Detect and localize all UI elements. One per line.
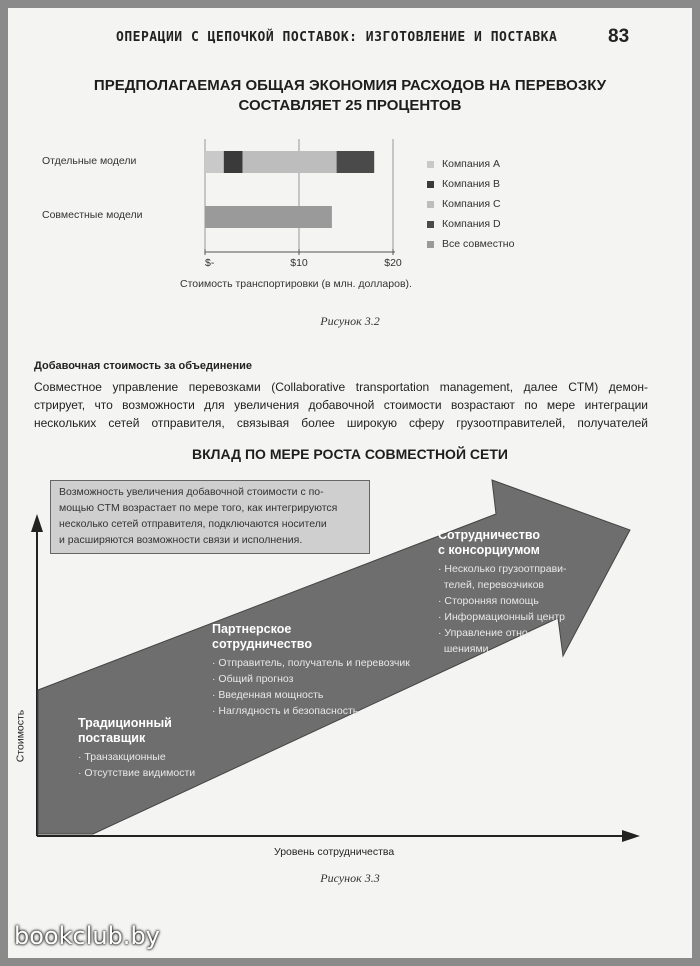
stage-item: · Сторонняя помощь <box>438 595 539 607</box>
figure-caption-3-3: Рисунок 3.3 <box>320 871 380 885</box>
paragraph-line: Совместное управление перевозками (Collaborative transportation management, далее CTM) демон- <box>34 380 648 394</box>
stage-title: с консорциумом <box>438 543 540 557</box>
stage-item: · Общий прогноз <box>212 673 294 685</box>
stage-item: телей, перевозчиков <box>438 579 544 591</box>
stage-item: · Управление отно- <box>438 627 532 639</box>
y-axis-label-wrap <box>8 709 27 763</box>
legend-label: Компания B <box>442 178 500 190</box>
stage-title: Сотрудничество <box>438 528 541 542</box>
callout-line: Возможность увеличения добавочной стоимости с по- <box>59 486 324 498</box>
x-tick-label: $10 <box>290 257 308 269</box>
stage-item: · Информационный центр <box>438 611 565 623</box>
category-label-joint: Совместные модели <box>42 209 143 221</box>
stage-item: шениями <box>438 643 489 655</box>
book-page <box>8 8 692 958</box>
callout-box <box>50 480 370 554</box>
stage-item: · Введенная мощность <box>212 689 324 701</box>
callout-line: мощью CTM возрастает по мере того, как интегрируются <box>59 502 338 514</box>
watermark-text: bookclub.by <box>14 922 160 950</box>
x-axis-label-fig3: Уровень сотрудничества <box>274 846 395 858</box>
stage-title: Партнерское <box>212 622 292 636</box>
page-number: 83 <box>608 26 630 47</box>
legend-label: Все совместно <box>442 238 515 250</box>
paragraph-line: нескольких сетей отправителя, связывая более широкую сферу грузоотправителей, получателей <box>34 416 648 430</box>
callout-line: несколько сетей отправителя, подключаются носители <box>59 518 327 530</box>
legend-label: Компания C <box>442 198 501 210</box>
y-axis-arrowhead <box>31 514 43 532</box>
stage-title: Традиционный <box>78 716 172 730</box>
stage-traditional <box>78 716 195 781</box>
legend-label: Компания A <box>442 158 500 170</box>
stage-item: · Наглядность и безопасность <box>212 705 359 717</box>
paragraph-line: стрирует, что возможности для увеличения добавочной стоимости возрастают по мере интеграции <box>34 398 648 412</box>
stage-consortium <box>438 528 567 657</box>
stage-title: поставщик <box>78 731 146 745</box>
stage-item: · Несколько грузоотправи- <box>438 563 567 575</box>
figure-caption-3-2: Рисунок 3.2 <box>320 314 380 328</box>
category-label-separate: Отдельные модели <box>42 155 137 167</box>
stage-item: · Отсутствие видимости <box>78 767 196 779</box>
running-title: ОПЕРАЦИИ С ЦЕПОЧКОЙ ПОСТАВОК: ИЗГОТОВЛЕНИЕ И ПОСТАВКА <box>116 30 558 45</box>
x-axis-arrowhead <box>622 830 640 842</box>
chart-title-line2: СОСТАВЛЯЕТ 25 ПРОЦЕНТОВ <box>238 97 462 114</box>
figure3-title: ВКЛАД ПО МЕРЕ РОСТА СОВМЕСТНОЙ СЕТИ <box>192 446 508 462</box>
stage-item: · Транзакционные <box>78 751 166 763</box>
stage-partner <box>212 622 410 719</box>
callout-line: и расширяются возможности связи и исполнения. <box>59 534 303 546</box>
stage-item: · Отправитель, получатель и перевозчик <box>212 657 410 669</box>
stage-title: сотрудничество <box>212 637 312 651</box>
y-axis-label: Стоимость <box>14 709 27 763</box>
legend-label: Компания D <box>442 218 501 230</box>
x-tick-label: $20 <box>384 257 402 269</box>
section-heading: Добавочная стоимость за объединение <box>34 360 253 372</box>
x-tick-label: $- <box>205 257 215 269</box>
chart-title-line1: ПРЕДПОЛАГАЕМАЯ ОБЩАЯ ЭКОНОМИЯ РАСХОДОВ НА ПЕРЕВОЗКУ <box>93 77 607 94</box>
x-axis-label: Стоимость транспортировки (в млн. долларов). <box>180 278 412 290</box>
